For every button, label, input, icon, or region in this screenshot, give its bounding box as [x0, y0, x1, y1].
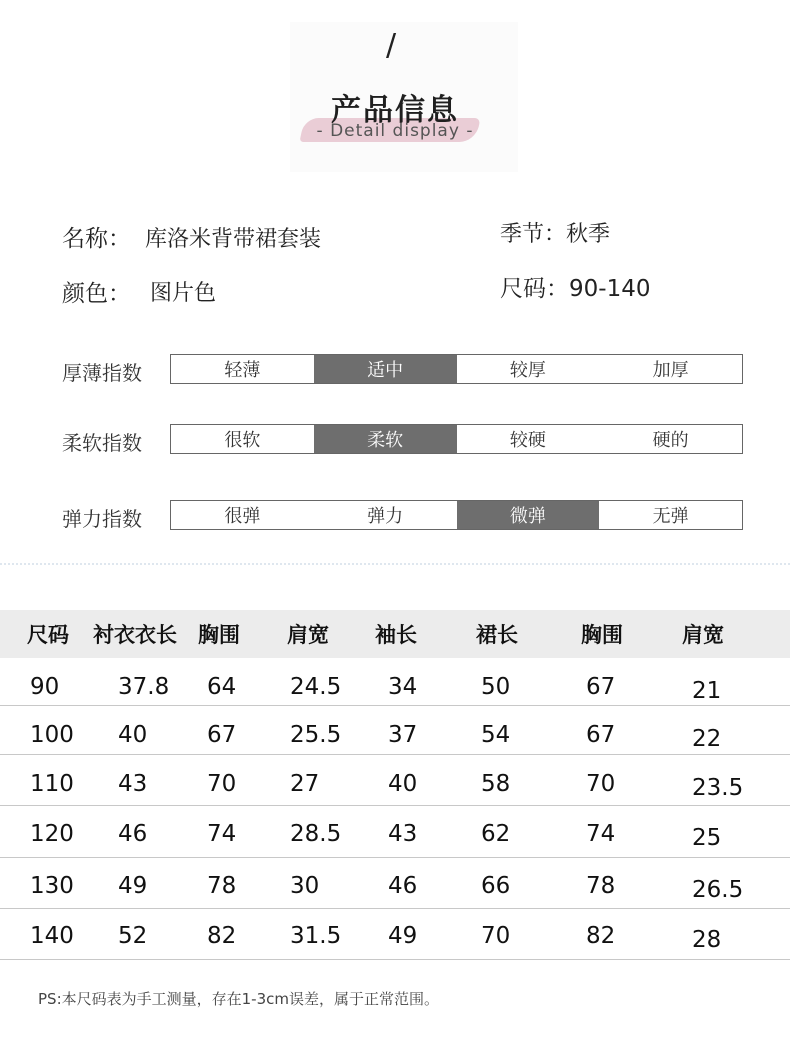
table-cell: 37.8 — [118, 674, 170, 700]
table-cell: 49 — [118, 873, 148, 899]
table-cell: 49 — [388, 923, 418, 949]
row-divider — [0, 705, 790, 706]
col-header-skirt-length: 裙长 — [476, 623, 518, 647]
table-cell: 25 — [692, 825, 722, 851]
row-divider — [0, 959, 790, 960]
table-cell: 62 — [481, 821, 511, 847]
table-cell: 140 — [30, 923, 74, 949]
elasticity-index-label: 弹力指数 — [62, 507, 142, 531]
elasticity-option: 弹力 — [367, 506, 404, 527]
col-header-skirt-shoulder: 肩宽 — [682, 623, 724, 647]
table-cell: 40 — [118, 722, 148, 748]
thickness-option: 加厚 — [652, 360, 689, 381]
table-cell: 28 — [692, 927, 722, 953]
softness-index-bar — [170, 424, 743, 454]
page-subtitle: - Detail display - — [316, 121, 474, 141]
softness-index-label: 柔软指数 — [62, 431, 142, 455]
elasticity-option: 无弹 — [652, 506, 689, 527]
table-cell: 27 — [290, 771, 320, 797]
table-cell: 82 — [207, 923, 237, 949]
table-cell: 70 — [207, 771, 237, 797]
col-header-size: 尺码 — [27, 623, 69, 647]
row-divider — [0, 857, 790, 858]
table-cell: 46 — [388, 873, 418, 899]
softness-option: 较硬 — [509, 430, 546, 451]
table-cell: 46 — [118, 821, 148, 847]
name-value: 库洛米背带裙套装 — [145, 227, 322, 252]
softness-option: 柔软 — [314, 425, 457, 453]
table-cell: 130 — [30, 873, 74, 899]
col-header-skirt-chest: 胸围 — [581, 623, 623, 647]
elasticity-option: 微弹 — [457, 501, 600, 529]
table-cell: 66 — [481, 873, 511, 899]
table-cell: 26.5 — [692, 877, 744, 903]
measurement-footnote: PS:本尺码表为手工测量，存在1-3cm误差，属于正常范围。 — [38, 990, 439, 1008]
table-cell: 43 — [388, 821, 418, 847]
table-cell: 52 — [118, 923, 148, 949]
table-cell: 30 — [290, 873, 320, 899]
row-divider — [0, 908, 790, 909]
thickness-option: 较厚 — [509, 360, 546, 381]
table-cell: 67 — [207, 722, 237, 748]
col-header-sleeve-length: 袖长 — [375, 623, 417, 647]
col-header-shirt-shoulder: 肩宽 — [287, 623, 329, 647]
thickness-index-label: 厚薄指数 — [62, 361, 142, 385]
table-cell: 74 — [586, 821, 616, 847]
table-cell: 24.5 — [290, 674, 342, 700]
row-divider — [0, 754, 790, 755]
col-header-shirt-length: 衬衣衣长 — [93, 623, 177, 647]
elasticity-option: 很弹 — [224, 506, 261, 527]
softness-option: 很软 — [224, 430, 261, 451]
table-cell: 110 — [30, 771, 74, 797]
table-cell: 22 — [692, 726, 722, 752]
thickness-option: 适中 — [314, 355, 457, 383]
table-cell: 34 — [388, 674, 418, 700]
table-cell: 64 — [207, 674, 237, 700]
table-cell: 90 — [30, 674, 60, 700]
page-title: 产品信息 — [331, 93, 459, 128]
table-cell: 67 — [586, 722, 616, 748]
color-label: 颜色： — [62, 281, 131, 307]
table-cell: 25.5 — [290, 722, 342, 748]
table-cell: 31.5 — [290, 923, 342, 949]
size-range-info: 尺码：90-140 — [500, 276, 651, 302]
thickness-index-bar — [170, 354, 743, 384]
table-cell: 82 — [586, 923, 616, 949]
table-cell: 43 — [118, 771, 148, 797]
table-cell: 28.5 — [290, 821, 342, 847]
name-label: 名称： — [62, 226, 131, 252]
section-divider — [0, 563, 790, 565]
table-cell: 120 — [30, 821, 74, 847]
table-cell: 67 — [586, 674, 616, 700]
elasticity-index-bar — [170, 500, 743, 530]
table-cell: 70 — [586, 771, 616, 797]
table-cell: 100 — [30, 722, 74, 748]
header-slash: / — [386, 28, 397, 63]
table-cell: 74 — [207, 821, 237, 847]
row-divider — [0, 805, 790, 806]
table-cell: 78 — [207, 873, 237, 899]
color-value: 图片色 — [150, 281, 217, 306]
table-cell: 40 — [388, 771, 418, 797]
table-cell: 21 — [692, 678, 722, 704]
season-info: 季节：秋季 — [500, 222, 611, 247]
table-cell: 37 — [388, 722, 418, 748]
col-header-shirt-chest: 胸围 — [198, 623, 240, 647]
table-cell: 50 — [481, 674, 511, 700]
table-cell: 23.5 — [692, 775, 744, 801]
table-cell: 54 — [481, 722, 511, 748]
table-cell: 58 — [481, 771, 511, 797]
softness-option: 硬的 — [652, 430, 689, 451]
table-cell: 70 — [481, 923, 511, 949]
table-cell: 78 — [586, 873, 616, 899]
thickness-option: 轻薄 — [224, 360, 261, 381]
